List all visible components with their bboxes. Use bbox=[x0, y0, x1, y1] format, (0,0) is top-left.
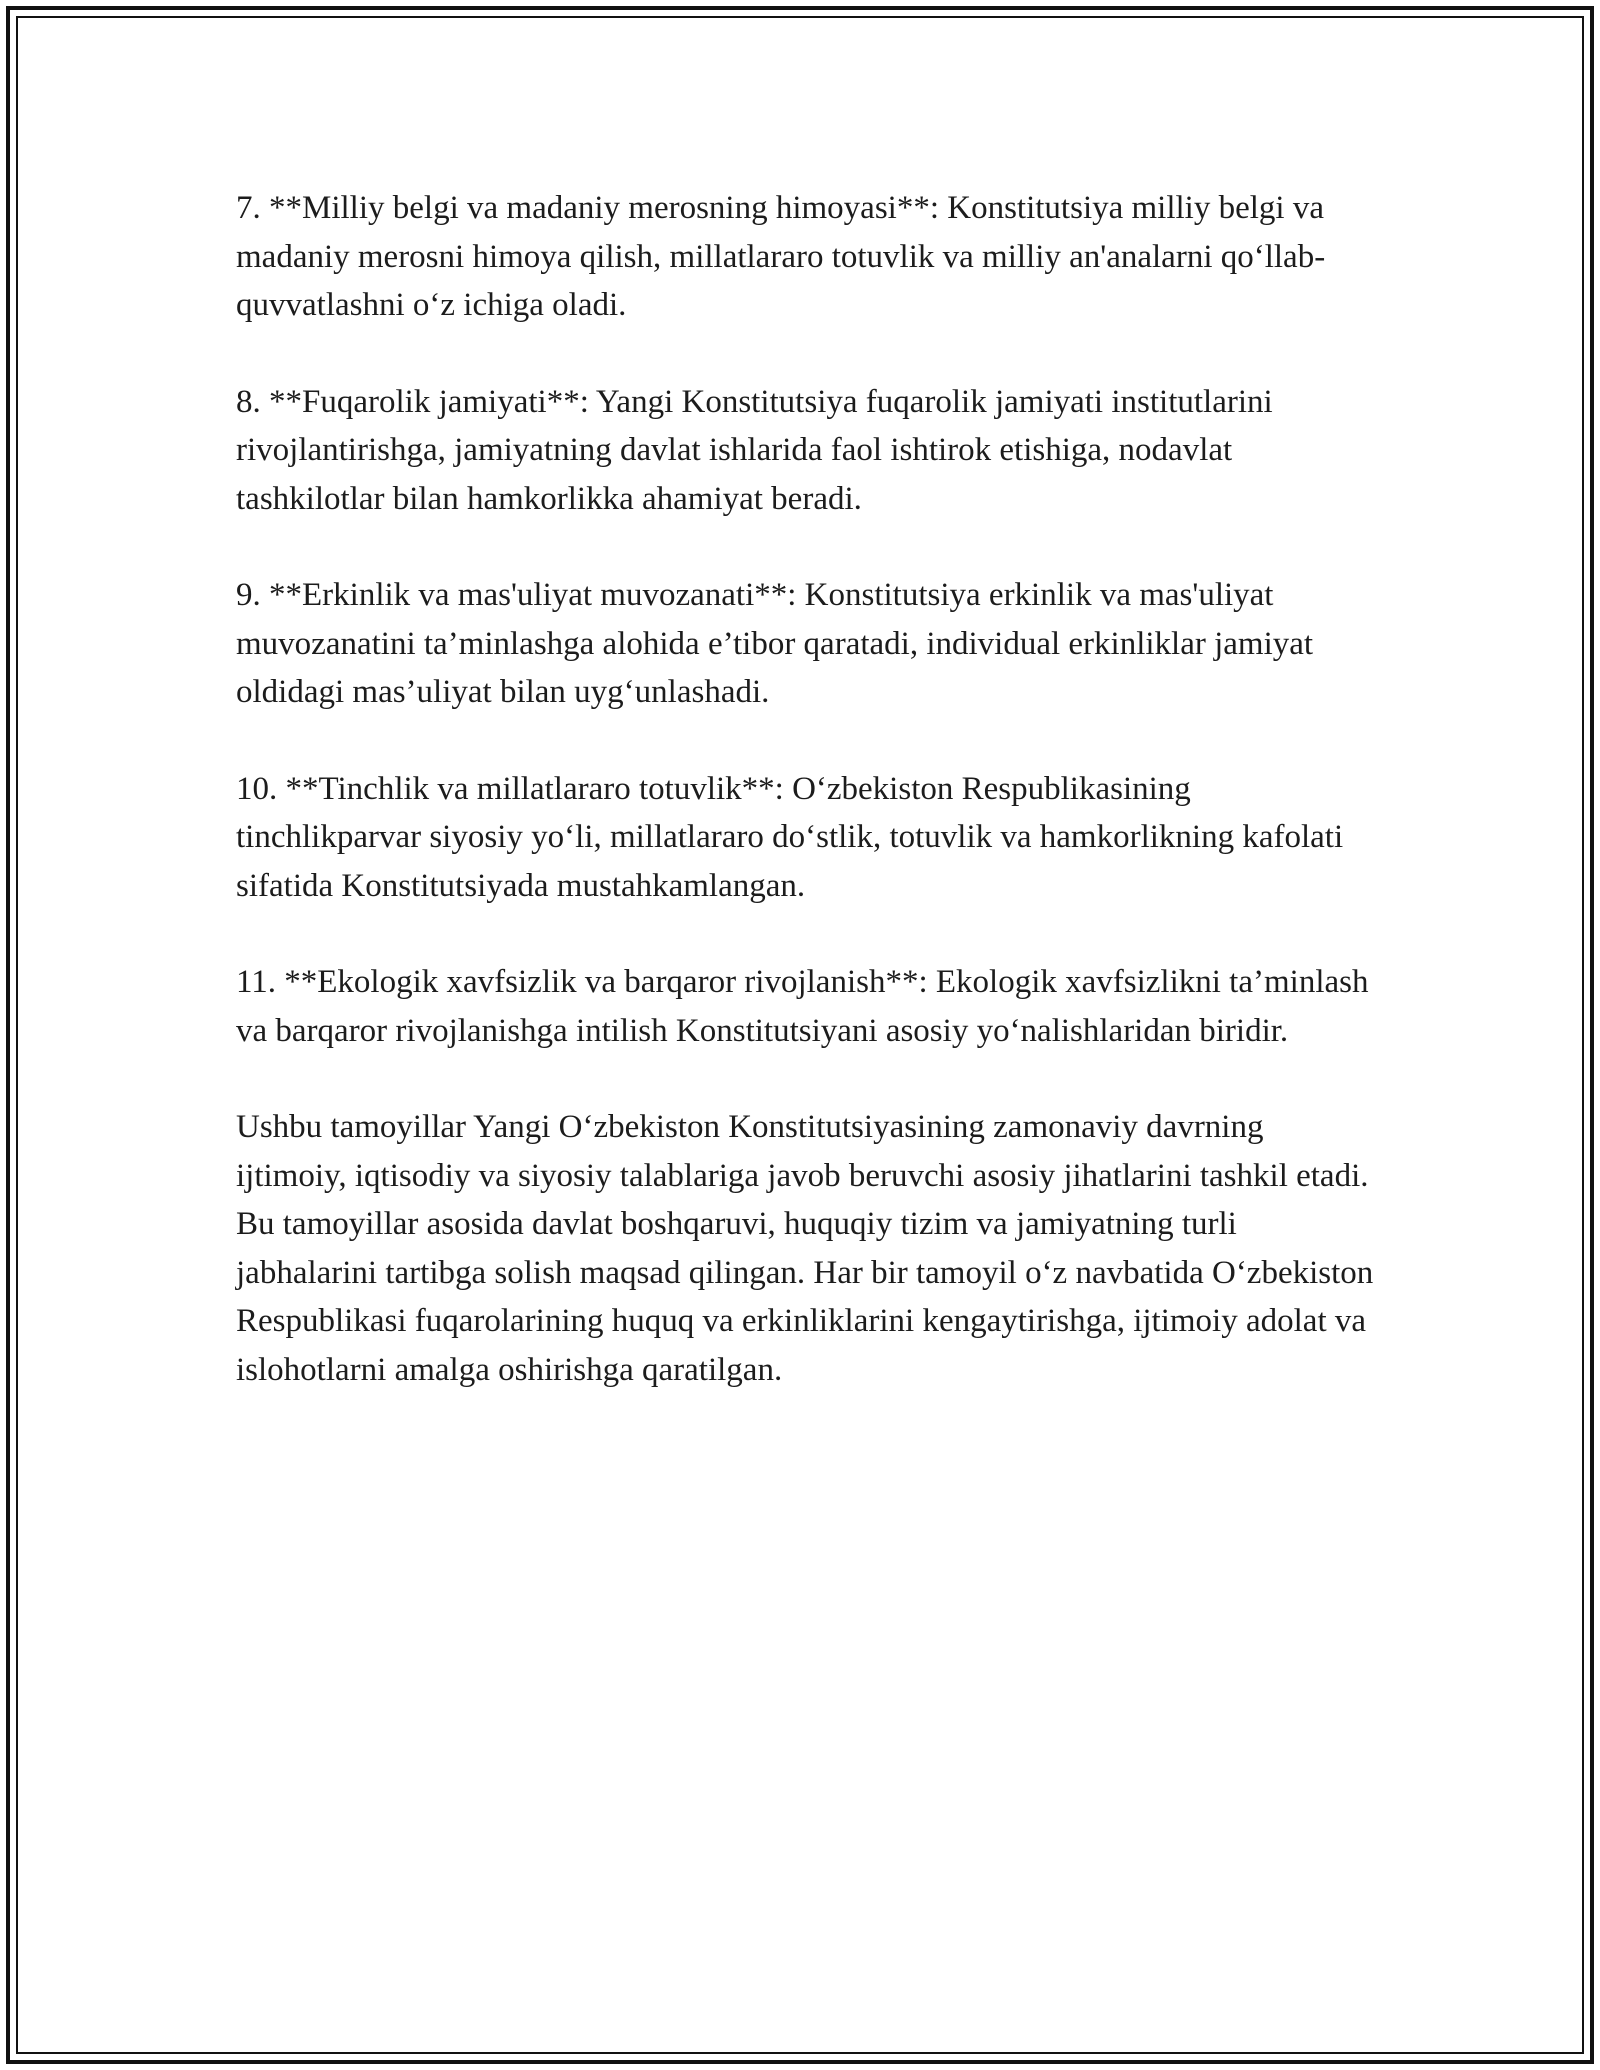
principle-8-paragraph: 8. **Fuqarolik jamiyati**: Yangi Konstitutsiya fuqarolik jamiyati institutlarini rivojlantirishga, jamiyatning davlat ishlarida faol ishtirok etishiga, nodavlat tashkilotlar bilan hamkorlikka ahamiyat beradi. bbox=[236, 383, 1273, 517]
principle-10-paragraph: 10. **Tinchlik va millatlararo totuvlik**: O‘zbekiston Respublikasining tinchlikparvar siyosiy yo‘li, millatlararo do‘stlik, totuvlik va hamkorlikning kafolati sifatida Konstitutsiyada mustahkamlangan. bbox=[236, 770, 1344, 904]
principle-7-paragraph: 7. **Milliy belgi va madaniy merosning himoyasi**: Konstitutsiya milliy belgi va madaniy merosni himoya qilish, millatlararo totuvlik va milliy an'analarni qo‘llab-quvvatlashni o‘z ichiga oladi. bbox=[236, 190, 1326, 323]
principle-11-paragraph: 11. **Ekologik xavfsizlik va barqaror rivojlanish**: Ekologik xavfsizlikni ta’minlash va barqaror rivojlanishga intilish Konstitutsiyani asosiy yo‘nalishlaridan biridir. bbox=[236, 964, 1369, 1049]
document-body bbox=[236, 184, 1376, 1442]
principle-9-paragraph: 9. **Erkinlik va mas'uliyat muvozanati**: Konstitutsiya erkinlik va mas'uliyat muvozanatini ta’minlashga alohida e’tibor qaratadi, individual erkinliklar jamiyat oldidagi mas’uliyat bilan uyg‘unlashadi. bbox=[236, 577, 1314, 710]
conclusion-paragraph: Ushbu tamoyillar Yangi O‘zbekiston Konstitutsiyasining zamonaviy davrning ijtimoiy, iqtisodiy va siyosiy talablariga javob beruvchi asosiy jihatlarini tashkil etadi. Bu tamoyillar asosida davlat boshqaruvi, huquqiy tizim va jamiyatning turli jabhalarini tartibga solish maqsad qilingan. Har bir tamoyil o‘z navbatida O‘zbekiston Respublikasi fuqarolarining huquq va erkinliklarini kengaytirishga, ijtimoiy adolat va islohotlarni amalga oshirishga qaratilgan. bbox=[236, 1109, 1374, 1388]
